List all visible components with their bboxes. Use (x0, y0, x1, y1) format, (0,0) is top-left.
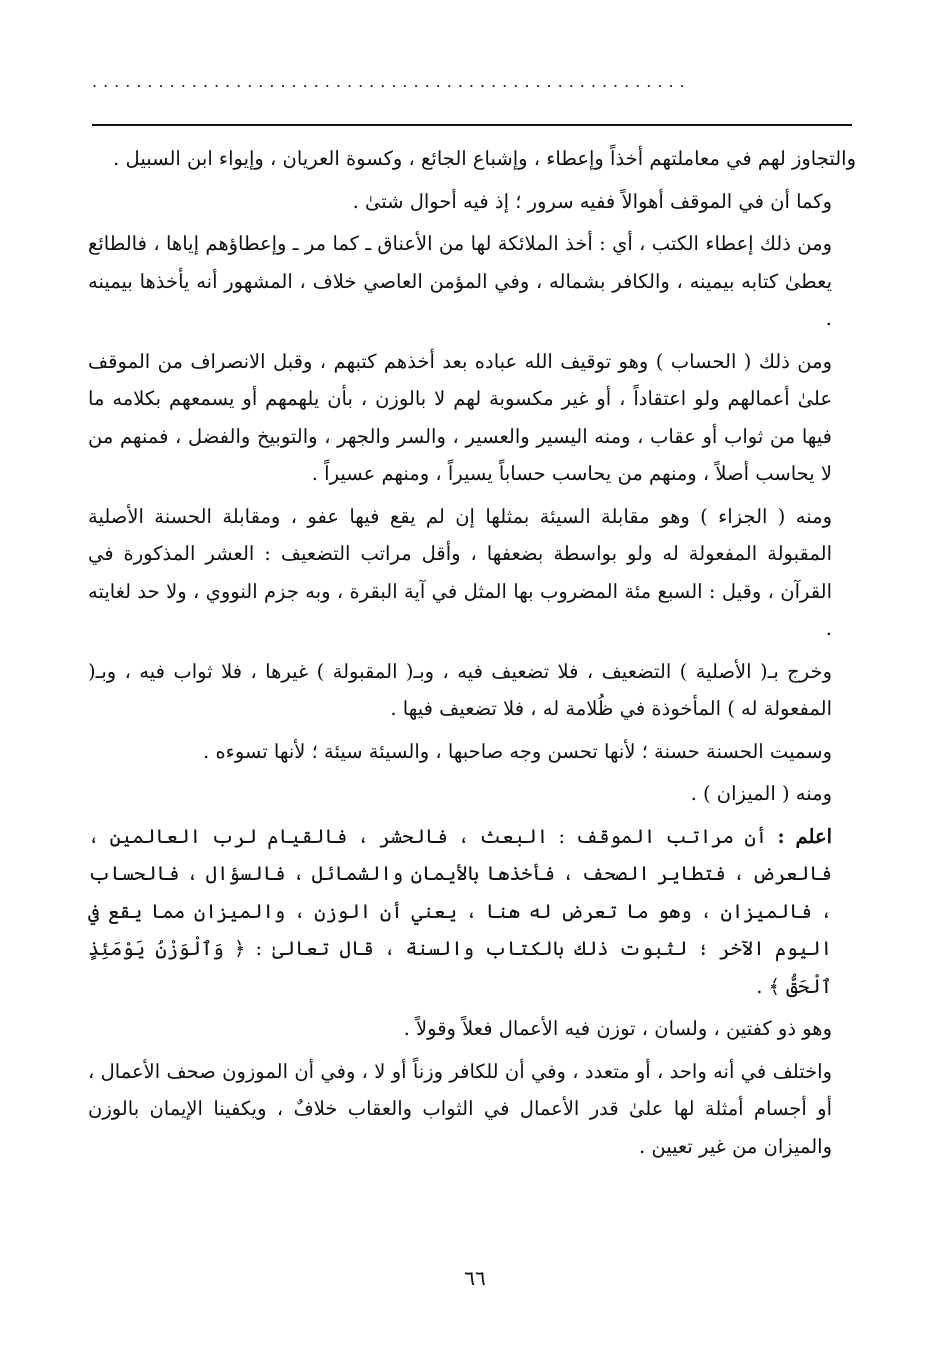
header-rule (92, 124, 852, 126)
paragraph-4: ومن ذلك ( الحساب ) وهو توقيف الله عباده بعد أخذهم كتبهم ، وقبل الانصراف من الموقف علىٰ أعمالهم ولو اعتقاداً ، أو غير مكسوبة لهم لا بالوزن ، بأن يلهمهم أو يسمعهم بكلامه ما فيها من ثواب أو عقاب ، ومنه اليسير والعسير ، والسر والجهر ، والتوبيخ والفضل ، فمنهم من لا يحاسب أصلاً ، ومنهم من يحاسب حساباً يسيراً ، ومنهم عسيراً . (88, 349, 832, 485)
bold-lead-word: اعلم : (777, 824, 832, 848)
paragraph-1: والتجاوز لهم في معاملتهم أخذاً وإعطاء ، وإشباع الجائع ، وكسوة العريان ، وإيواء ابن السبيل . (113, 147, 856, 170)
paragraph-9-text: أن مراتب الموقف : البعث ، فالحشر ، فالقيام لرب العالمين ، فالعرض ، فتطاير الصحف ، فأخذها بالأيمان والشمائل ، فالسؤال ، فالحساب ، فالميزان ، وهو ما تعرض له هنا ، يعني أن الوزن ، والميزان مما يقع في اليوم الآخر ؛ لثبوت ذلك بالكتاب والسنة ، قال تعالىٰ : ﴿ وَٱلْوَزْنُ يَوْمَئِذٍ ٱلْحَقُّ ﴾ . (88, 824, 832, 998)
paragraph-6: وخرج بـ( الأصلية ) التضعيف ، فلا تضعيف فيه ، وبـ( المقبولة ) غيرها ، فلا ثواب فيه ، وبـ( المفعولة له ) المأخوذة في ظُلامة له ، فلا تضعيف فيها . (88, 659, 832, 720)
page-number: ٦٦ (464, 1266, 486, 1290)
page-body (88, 140, 856, 1170)
paragraph-8: ومنه ( الميزان ) . (690, 782, 832, 805)
paragraph-3: ومن ذلك إعطاء الكتب ، أي : أخذ الملائكة لها من الأعناق ـ كما مر ـ وإعطاؤهم إياها ، فالطائع يعطىٰ كتابه بيمينه ، والكافر بشماله ، وفي المؤمن العاصي خلاف ، المشهور أنه يأخذها بيمينه . (88, 232, 832, 330)
paragraph-11: واختلف في أنه واحد ، أو متعدد ، وفي أن للكافر وزناً أو لا ، وفي أن الموزون صحف الأعمال ، أو أجسام أمثلة لها علىٰ قدر الأعمال في الثواب والعقاب خلافٌ ، ويكفينا الإيمان بالوزن والميزان من غير تعيين . (88, 1059, 832, 1158)
paragraph-5: ومنه ( الجزاء ) وهو مقابلة السيئة بمثلها إن لم يقع فيها عفو ، ومقابلة الحسنة الأصلية المقبولة المفعولة له ولو بواسطة بضعفها ، وأقل مراتب التضعيف : العشر المذكورة في القرآن ، وقيل : السبع مئة المضروب بها المثل في آية البقرة ، وبه جزم النووي ، ولا حد لغايته . (88, 504, 832, 640)
header-dotted-line: ...................................................... (92, 76, 691, 88)
paragraph-9 (88, 818, 856, 1006)
paragraph-7: وسميت الحسنة حسنة ؛ لأنها تحسن وجه صاحبها ، والسيئة سيئة ؛ لأنها تسوءه . (203, 739, 832, 763)
paragraph-2: وكما أن في الموقف أهوالاً ففيه سرور ؛ إذ فيه أحوال شتىٰ . (352, 189, 832, 213)
paragraph-10: وهو ذو كفتين ، ولسان ، توزن فيه الأعمال فعلاً وقولاً . (403, 1017, 832, 1040)
